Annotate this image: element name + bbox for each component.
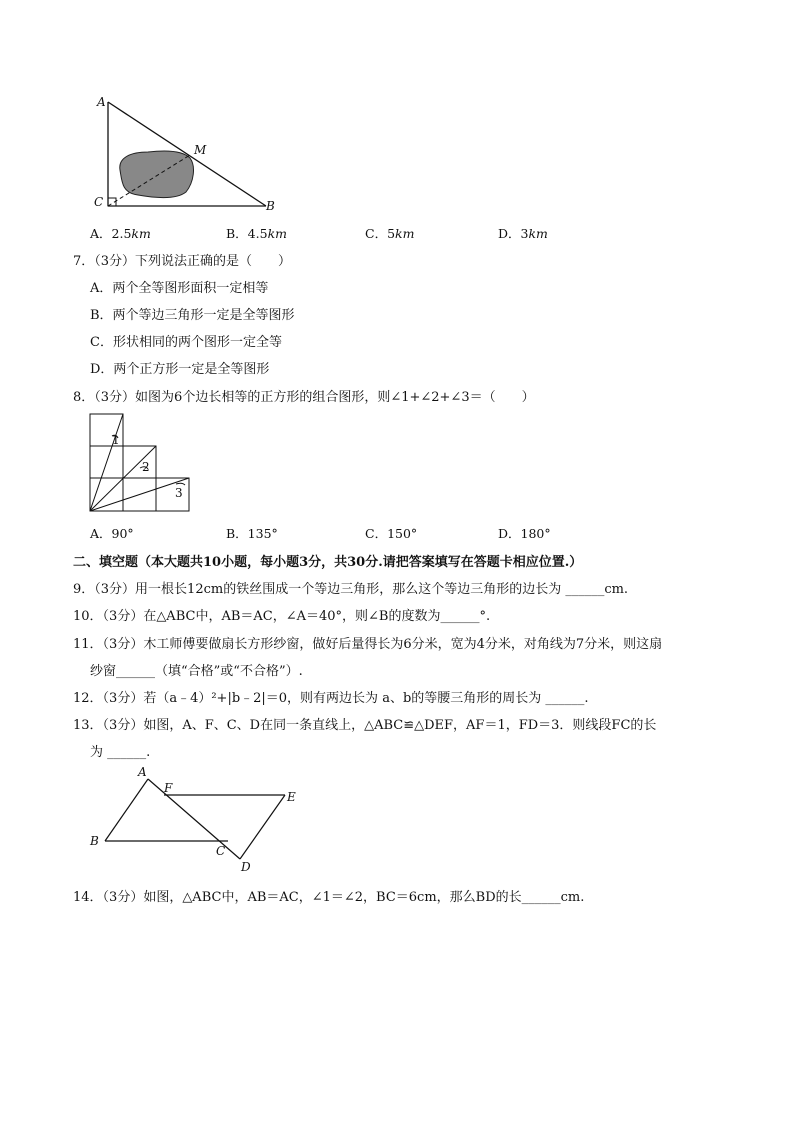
q6-option-a: A．2.5km [90,226,151,241]
label-A: A [97,95,106,109]
q13-label-E: E [287,790,296,804]
q8-angle-3-label: 3 [175,486,183,500]
q13-line-1: 13．（3分）如图，A、F、C、D在同一条直线上，△ABC≌△DEF，AF＝1，FD＝3．则线段FC的长 [73,718,657,733]
q13-label-B: B [90,834,99,848]
q8-angle-1-label: 1 [112,433,120,447]
q7-option-c: C．形状相同的两个图形一定全等 [90,335,282,350]
q9-text: 9．（3分）用一根长12cm的铁丝围成一个等边三角形，那么这个等边三角形的边长为 ______cm. [73,582,629,597]
q10-text: 10．（3分）在△ABC中，AB＝AC，∠A＝40°，则∠B的度数为______°. [73,609,491,624]
q7-option-b: B．两个等边三角形一定是全等图形 [90,308,295,323]
q12-text: 12．（3分）若（a﹣4）²+|b﹣2|＝0，则有两边长为 a、b的等腰三角形的周长为 ______. [73,691,589,706]
q14-text: 14．（3分）如图，△ABC中，AB＝AC，∠1＝∠2，BC＝6cm，那么BD的长______cm. [73,890,585,905]
q8-option-c: C．150° [365,526,418,541]
q7-option-d: D．两个正方形一定是全等图形 [90,362,270,377]
q8-option-a: A．90° [90,526,134,541]
q6-option-c: C．5km [365,226,415,241]
q6-option-d: D．3km [498,226,548,241]
q8-stem: 8．（3分）如图为6个边长相等的正方形的组合图形，则∠1+∠2+∠3＝（ ） [73,390,535,405]
q13-label-C: C [216,844,226,858]
q8-option-b: B．135° [226,526,278,541]
q11-line-2: 纱窗______（填“合格”或“不合格”）. [90,664,303,679]
q7-stem: 7．（3分）下列说法正确的是（ ） [73,254,292,269]
label-C: C [94,195,104,209]
label-B: B [266,199,275,213]
q13-line-2: 为 ______. [90,745,151,760]
q8-angle-2-label: 2 [142,460,150,474]
q11-line-1: 11．（3分）木工师傅要做扇长方形纱窗，做好后量得长为6分米，宽为4分米，对角线为7分米，则这扇 [73,637,663,652]
q7-option-a: A．两个全等图形面积一定相等 [90,281,269,296]
q8-option-d: D．180° [498,526,551,541]
section-2-heading: 二、填空题（本大题共10小题，每小题3分，共30分.请把答案填写在答题卡相应位置.） [73,555,583,570]
q13-label-D: D [241,860,251,874]
q6-option-b: B．4.5km [226,226,288,241]
label-M: M [194,143,207,157]
q13-label-A: A [138,765,147,779]
q13-label-F: F [164,781,173,795]
